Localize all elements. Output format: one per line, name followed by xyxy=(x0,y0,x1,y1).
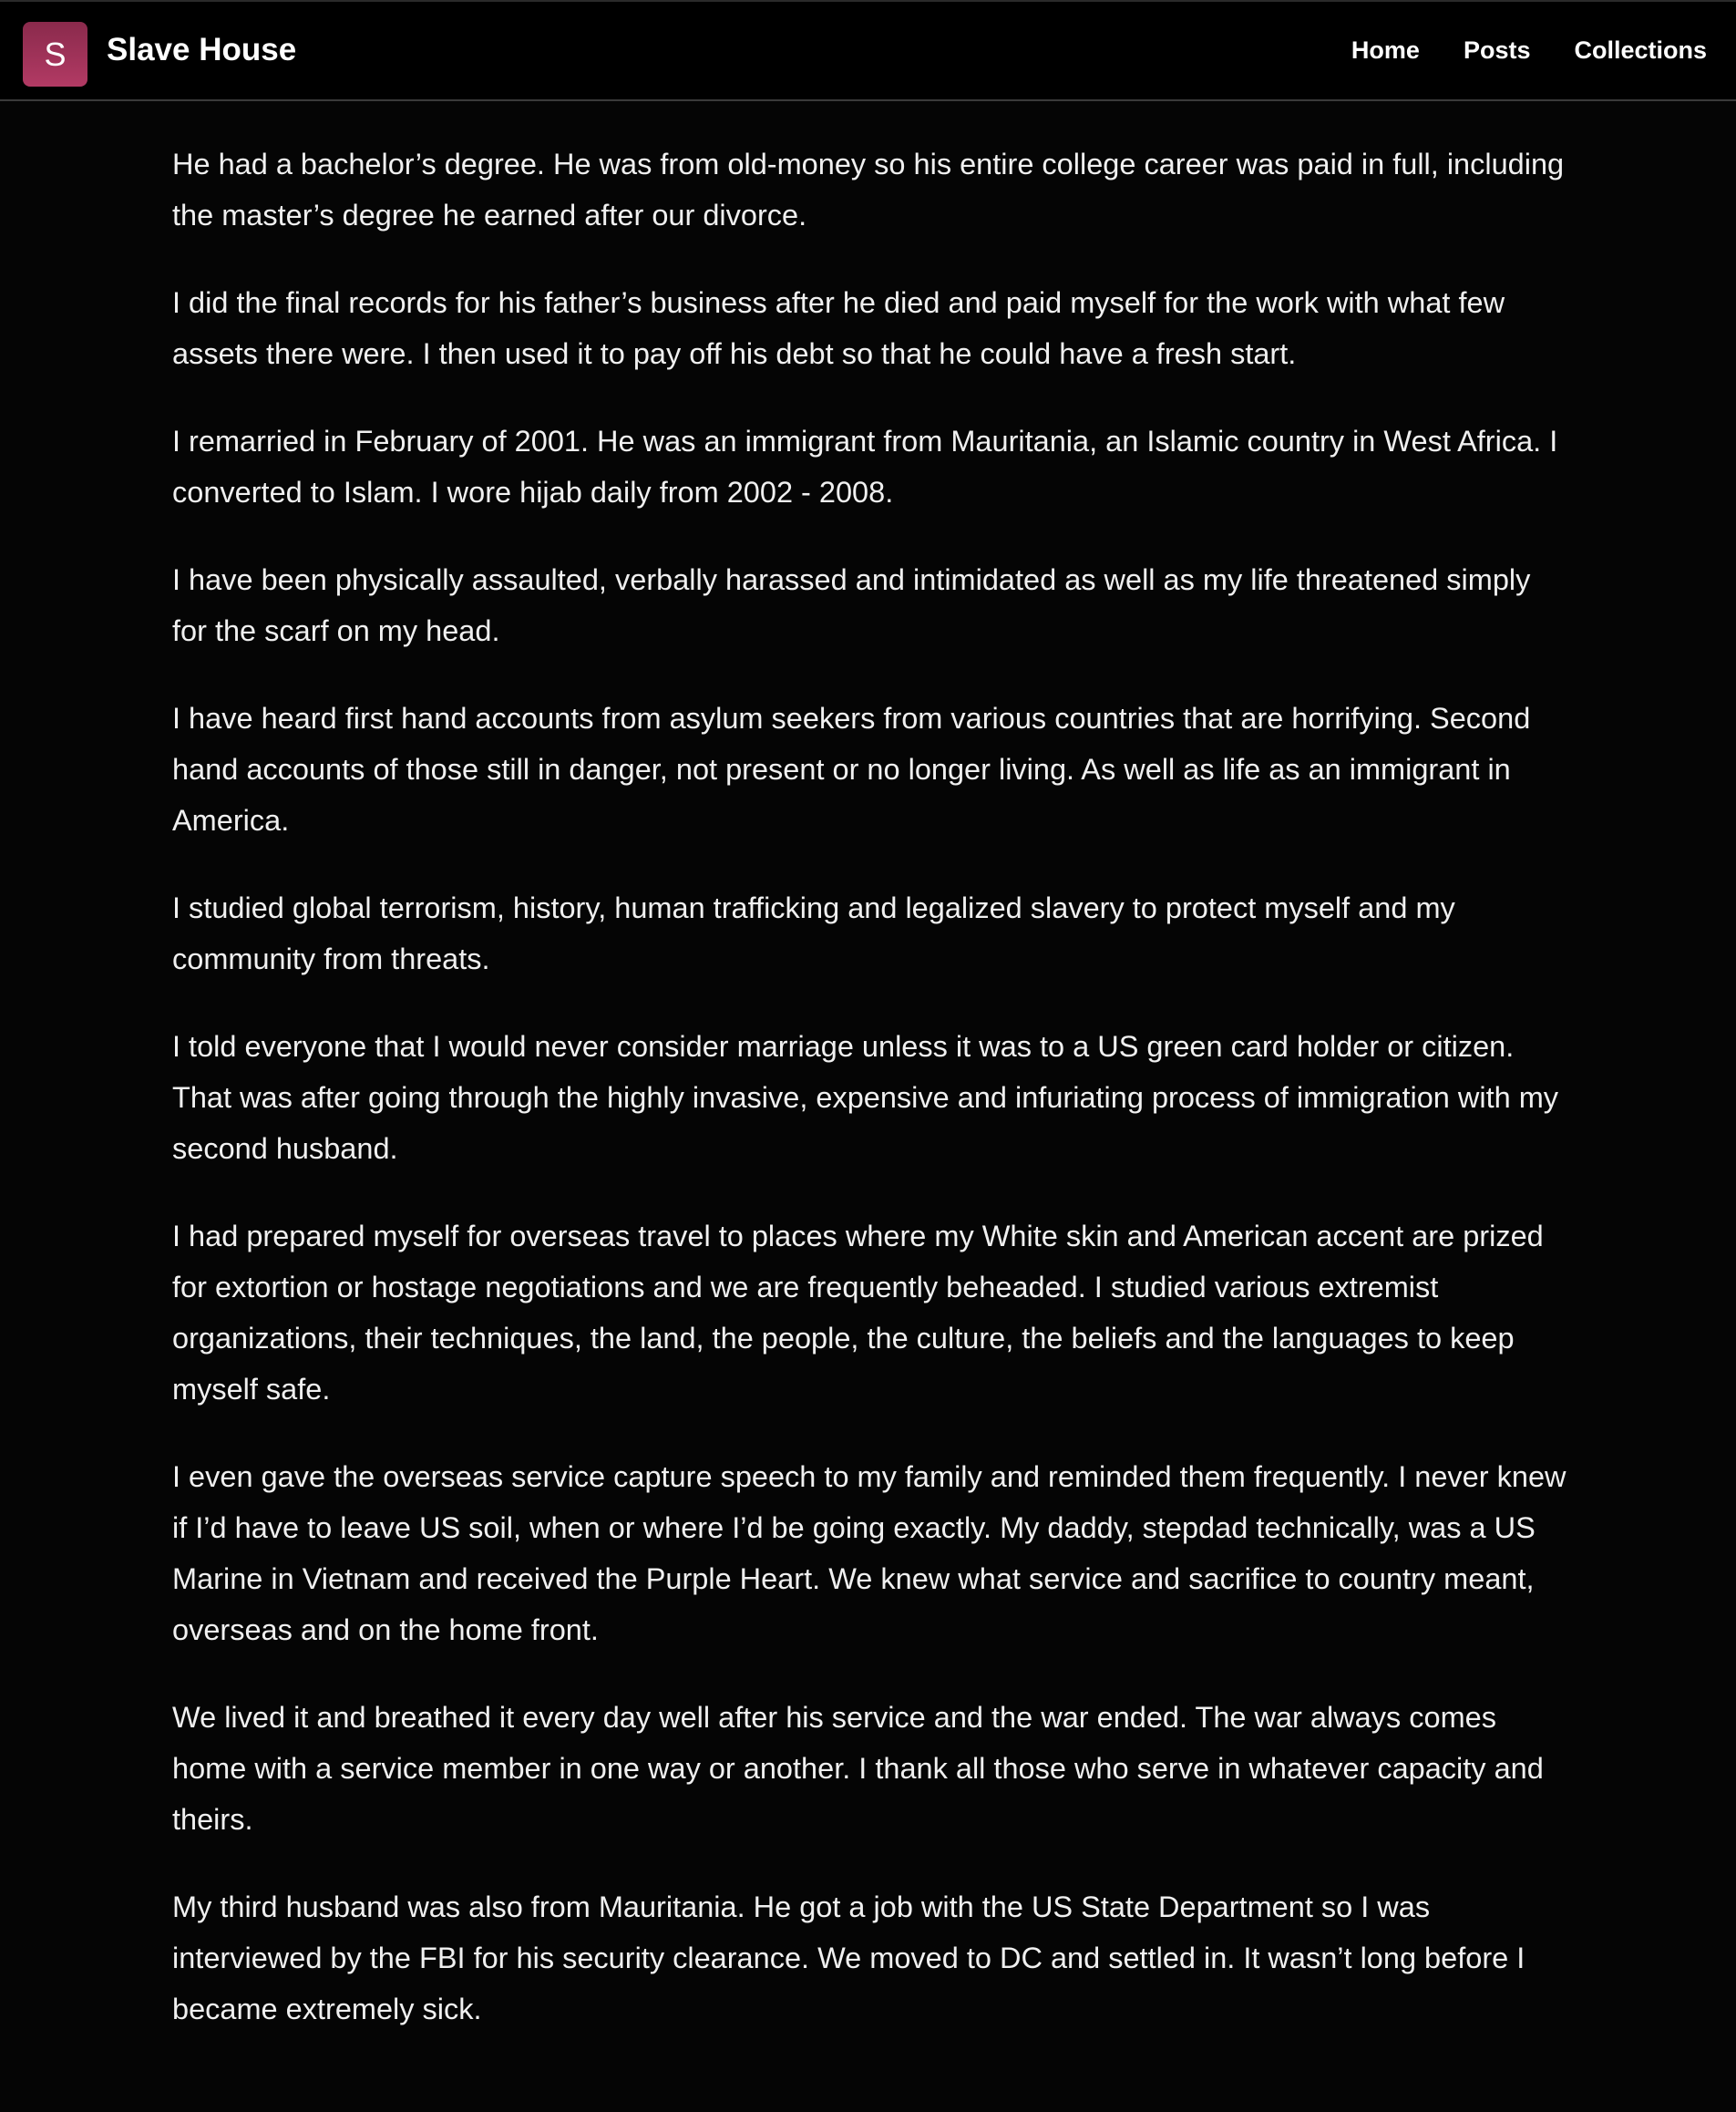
site-title[interactable]: Slave House xyxy=(107,32,297,67)
paragraph: I have heard first hand accounts from asylum seekers from various countries that are horrifying. Second hand accounts of those still in danger, not present or no longer living. As well as life as an immigrant in America. xyxy=(172,702,1531,837)
paragraph: I did the final records for his father’s business after he died and paid myself for the work with what few assets there were. I then used it to pay off his debt so that he could have a fresh start. xyxy=(172,286,1505,370)
main-nav xyxy=(1351,36,1707,65)
paragraph: I had prepared myself for overseas travel to places where my White skin and American accent are prized for extortion or hostage negotiations and we are frequently beheaded. I studied various extremist organizations, their techniques, the land, the people, the culture, the beliefs and the languages to keep myself safe. xyxy=(172,1220,1544,1406)
paragraph: My third husband was also from Mauritania. He got a job with the US State Department so I was interviewed by the FBI for his security clearance. We moved to DC and settled in. It wasn’t long before I became extremely sick. xyxy=(172,1890,1525,2025)
nav-collections[interactable]: Collections xyxy=(1574,36,1707,64)
logo-letter: S xyxy=(44,35,67,73)
site-logo[interactable] xyxy=(23,22,87,87)
paragraph: I even gave the overseas service capture speech to my family and reminded them frequently. I never knew if I’d have to leave US soil, when or where I’d be going exactly. My daddy, stepdad technically, was a US Marine in Vietnam and received the Purple Heart. We knew what service and sacrifice to country meant, overseas and on the home front. xyxy=(172,1460,1567,1646)
paragraph: We lived it and breathed it every day well after his service and the war ended. The war always comes home with a service member in one way or another. I thank all those who serve in whatever capacity and theirs. xyxy=(172,1701,1544,1836)
paragraph: I remarried in February of 2001. He was an immigrant from Mauritania, an Islamic country in West Africa. I converted to Islam. I wore hijab daily from 2002 - 2008. xyxy=(172,425,1558,509)
paragraph: He had a bachelor’s degree. He was from old-money so his entire college career was paid in full, including the master’s degree he earned after our divorce. xyxy=(172,148,1565,232)
top-navigation-bar xyxy=(0,0,1736,101)
article-body xyxy=(172,139,1571,2071)
nav-home[interactable]: Home xyxy=(1351,36,1420,64)
nav-posts[interactable]: Posts xyxy=(1463,36,1531,64)
paragraph: I told everyone that I would never consider marriage unless it was to a US green card holder or citizen. That was after going through the highly invasive, expensive and infuriating process of immigration with my second husband. xyxy=(172,1030,1559,1165)
paragraph: I studied global terrorism, history, human trafficking and legalized slavery to protect myself and my community from threats. xyxy=(172,891,1455,975)
paragraph: I have been physically assaulted, verbally harassed and intimidated as well as my life threatened simply for the scarf on my head. xyxy=(172,563,1531,647)
